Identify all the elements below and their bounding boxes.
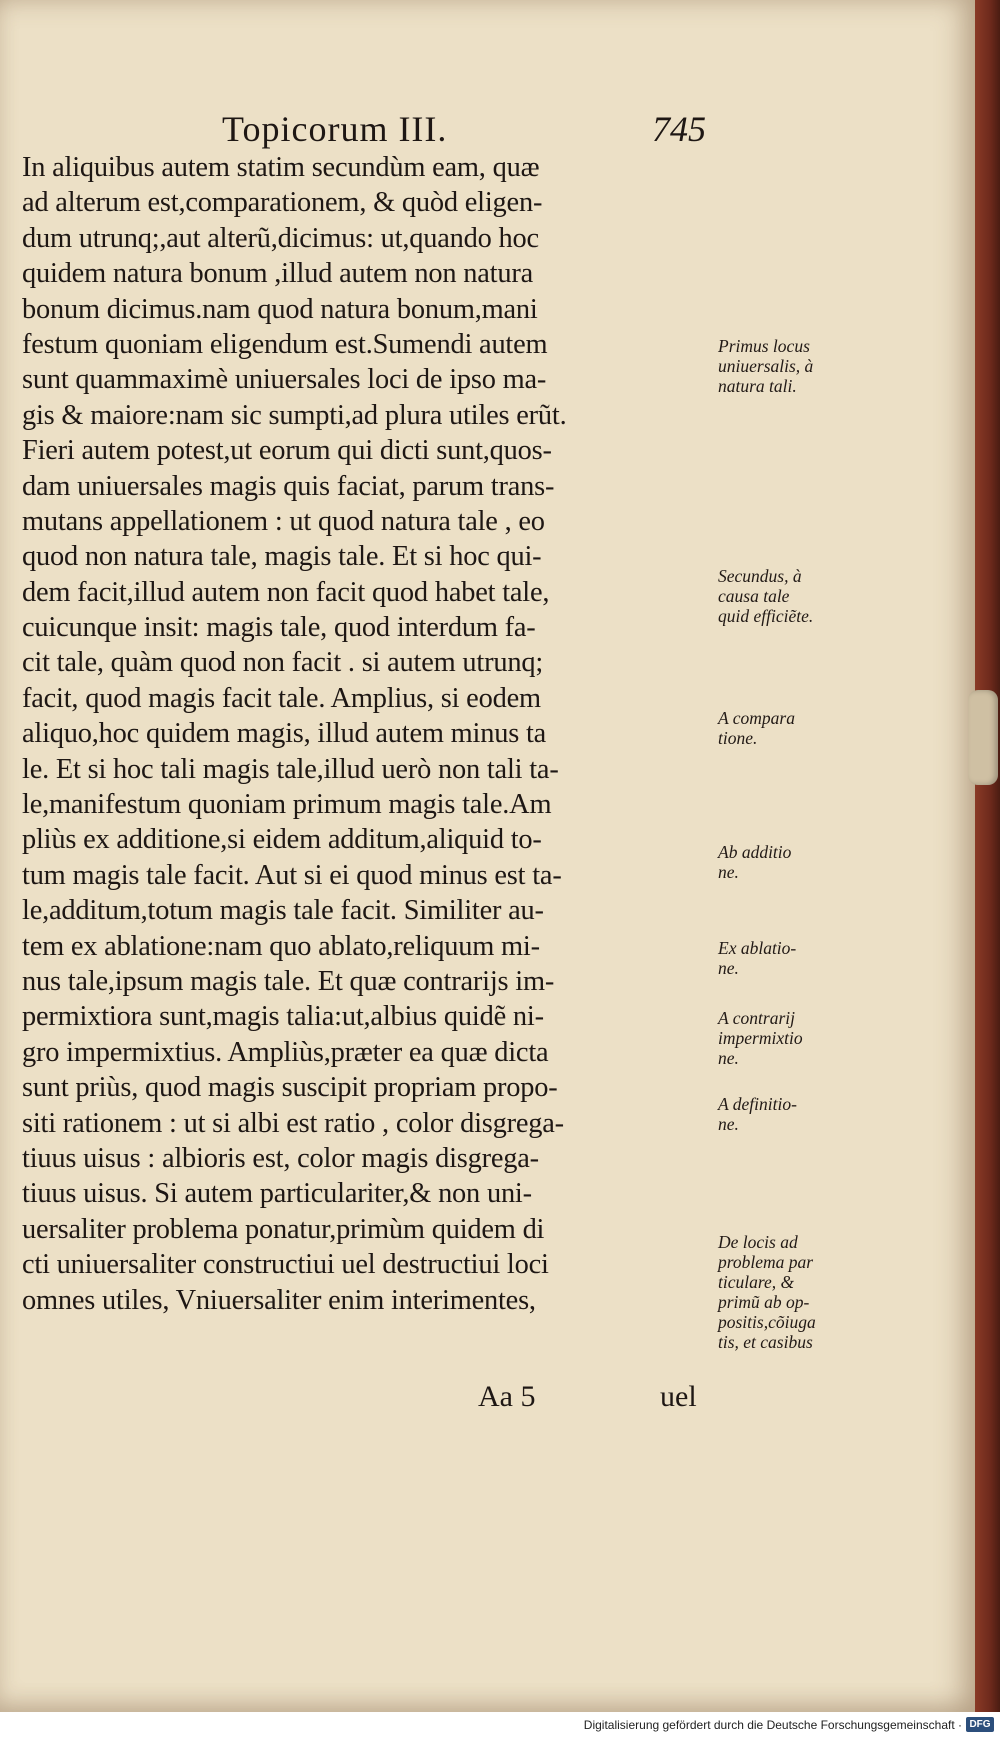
text-line: le,manifestum quoniam primum magis tale.Am <box>22 789 552 821</box>
text-line: dam uniuersales magis quis faciat, parum trans- <box>22 470 555 502</box>
text-line: cti uniuersaliter constructiui uel destructiui loci <box>22 1249 549 1281</box>
margin-note-line: Ab additio <box>718 842 792 862</box>
margin-note <box>718 842 858 882</box>
margin-note-line: ne. <box>718 958 739 978</box>
text-line: Fieri autem potest,ut eorum qui dicti sunt,quos- <box>22 435 552 467</box>
text-line: le,additum,totum magis tale facit. Similiter au- <box>22 895 544 927</box>
digitization-footer <box>0 1712 1000 1739</box>
text-line: uersaliter problema ponatur,primùm quidem di <box>22 1213 545 1245</box>
margin-note <box>718 336 858 396</box>
body-text <box>22 150 712 1318</box>
text-line: festum quoniam eligendum est.Sumendi autem <box>22 328 548 360</box>
margin-note <box>718 938 858 978</box>
margin-note <box>718 1232 858 1352</box>
margin-note-line: De locis ad <box>718 1232 798 1252</box>
text-line: ad alterum est,comparationem, & quòd eligen- <box>22 187 543 219</box>
margin-note-line: tis, et casibus <box>718 1332 813 1352</box>
footer-credit: Digitalisierung gefördert durch die Deutsche Forschungsgemeinschaft · <box>583 1718 962 1732</box>
page-header <box>0 108 975 156</box>
margin-note-line: ne. <box>718 862 739 882</box>
margin-note <box>718 708 858 748</box>
text-line: le. Et si hoc tali magis tale,illud uerò non tali ta- <box>22 753 559 785</box>
margin-note-line: natura tali. <box>718 376 797 396</box>
margin-note-line: Primus locus <box>718 336 810 356</box>
text-line: gro impermixtius. Ampliùs,præter ea quæ dicta <box>22 1036 549 1068</box>
text-line: tiuus uisus. Si autem particulariter,& non uni- <box>22 1178 532 1210</box>
margin-note-line: A contrarij <box>718 1008 795 1028</box>
margin-note-line: ne. <box>718 1114 739 1134</box>
book-cover-edge <box>975 0 1000 1712</box>
text-line: dem facit,illud autem non facit quod habet tale, <box>22 576 550 608</box>
text-line: cuicunque insit: magis tale, quod interdum fa- <box>22 612 536 644</box>
text-line: gis & maiore:nam sic sumpti,ad plura utiles erũt. <box>22 399 567 431</box>
margin-note-line: ne. <box>718 1048 739 1068</box>
margin-note <box>718 1008 858 1068</box>
signature-mark: Aa 5 <box>478 1380 536 1413</box>
text-line: facit, quod magis facit tale. Amplius, si eodem <box>22 682 541 714</box>
text-line: cit tale, quàm quod non facit . si autem utrunq; <box>22 647 544 679</box>
text-line: In aliquibus autem statim secundùm eam, quæ <box>22 152 540 183</box>
margin-note-line: ticulare, & <box>718 1272 795 1292</box>
running-title: Topicorum III. <box>222 109 448 149</box>
text-line: sunt quammaximè uniuersales loci de ipso ma- <box>22 364 547 396</box>
catchword: uel <box>660 1380 697 1413</box>
margin-note-line: Ex ablatio- <box>718 938 797 958</box>
margin-note-line: quid efficiẽte. <box>718 606 814 626</box>
text-line: dum utrunq;,aut alterũ,dicimus: ut,quando hoc <box>22 222 539 254</box>
text-line: quod non natura tale, magis tale. Et si hoc qui- <box>22 541 542 573</box>
page-foot <box>0 1380 975 1420</box>
text-line: nus tale,ipsum magis tale. Et quæ contrarijs im- <box>22 965 555 997</box>
text-line: omnes utiles, Vniuersaliter enim interimentes, <box>22 1284 536 1316</box>
margin-note <box>718 566 858 626</box>
text-line: permixtiora sunt,magis talia:ut,albius quidẽ ni- <box>22 1001 544 1033</box>
text-line: quidem natura bonum ,illud autem non natura <box>22 258 533 290</box>
text-line: tiuus uisus : albioris est, color magis disgrega- <box>22 1142 539 1174</box>
margin-note-line: Secundus, à <box>718 566 802 586</box>
margin-note-line: primũ ab op- <box>718 1292 810 1312</box>
text-line: pliùs ex additione,si eidem additum,aliquid to- <box>22 824 542 856</box>
text-line: tem ex ablatione:nam quo ablato,reliquum mi- <box>22 930 540 962</box>
margin-note-line: A compara <box>718 708 795 728</box>
margin-note-line: tione. <box>718 728 758 748</box>
margin-note <box>718 1094 858 1134</box>
page-number: 745 <box>652 109 706 149</box>
page-tab <box>968 690 998 785</box>
text-line: siti rationem : ut si albi est ratio , color disgrega- <box>22 1107 564 1139</box>
text-line: mutans appellationem : ut quod natura tale , eo <box>22 505 545 537</box>
margin-note-line: uniuersalis, à <box>718 356 814 376</box>
dfg-logo-icon: DFG <box>966 1717 994 1732</box>
margin-note-line: A definitio- <box>718 1094 797 1114</box>
text-line: bonum dicimus.nam quod natura bonum,mani <box>22 293 538 325</box>
margin-note-line: positis,cõiuga <box>718 1312 816 1332</box>
margin-note-line: impermixtio <box>718 1028 803 1048</box>
margin-note-line: causa tale <box>718 586 790 606</box>
text-line: aliquo,hoc quidem magis, illud autem minus ta <box>22 718 547 750</box>
text-line: tum magis tale facit. Aut si ei quod minus est ta- <box>22 859 562 891</box>
text-line: sunt priùs, quod magis suscipit propriam propo- <box>22 1072 558 1104</box>
margin-note-line: problema par <box>718 1252 814 1272</box>
